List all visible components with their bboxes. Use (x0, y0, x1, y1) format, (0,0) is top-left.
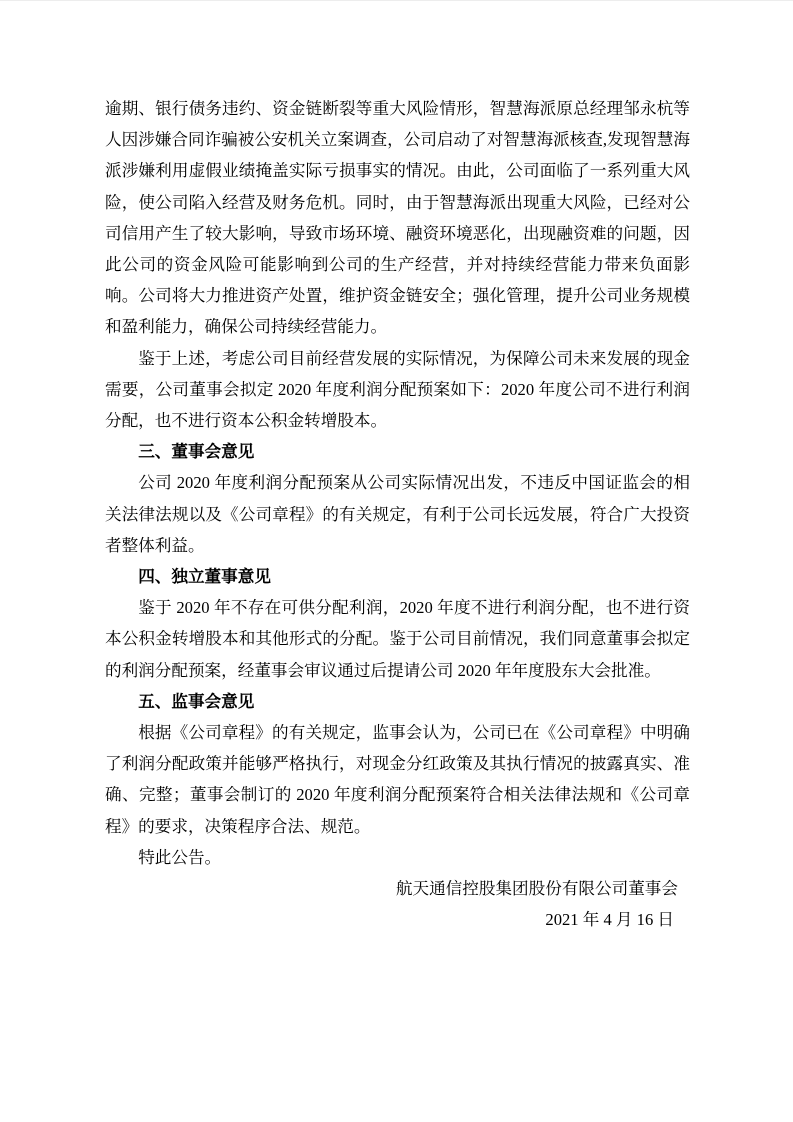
signature-company-name: 航天通信控股集团股份有限公司董事会 (395, 879, 678, 899)
heading-independent-directors-opinion: 四、独立董事意见 (138, 567, 271, 587)
signature-block (105, 873, 690, 935)
signature-date: 2021 年 4 月 16 日 (545, 910, 674, 930)
paragraph-board-opinion: 公司 2020 年度利润分配预案从公司实际情况出发，不违反中国证监会的相关法律法规以及《公司章程》的有关规定，有利于公司长远发展，符合广大投资者整体利益。 (105, 473, 690, 555)
document-content (105, 93, 690, 935)
heading-supervisory-board-opinion: 五、监事会意见 (138, 691, 255, 711)
paragraph-risk-overview: 逾期、银行债务违约、资金链断裂等重大风险情形，智慧海派原总经理邹永杭等人因涉嫌合同诈骗被公安机关立案调查，公司启动了对智慧海派核查,发现智慧海派涉嫌利用虚假业绩掩盖实际亏损事实的情况。由此，公司面临了一系列重大风险，使公司陷入经营及财务危机。同时，由于智慧海派出现重大风险，已经对公司信用产生了较大影响，导致市场环境、融资环境恶化，出现融资难的问题，因此公司的资金风险可能影响到公司的生产经营，并对持续经营能力带来负面影响。公司将大力推进资产处置，维护资金链安全；强化管理，提升公司业务规模和盈利能力，确保公司持续经营能力。 (105, 99, 690, 337)
paragraph-supervisory-board-opinion: 根据《公司章程》的有关规定，监事会认为，公司已在《公司章程》中明确了利润分配政策并能够严格执行，对现金分红政策及其执行情况的披露真实、准确、完整；董事会制订的 2020 年度利润分配预案符合相关法律法规和《公司章程》的要求，决策程序合法、规范。 (105, 723, 690, 836)
paragraph-profit-distribution-plan: 鉴于上述，考虑公司目前经营发展的实际情况，为保障公司未来发展的现金需要，公司董事会拟定 2020 年度利润分配预案如下：2020 年度公司不进行利润分配，也不进行资本公积金转增股本。 (105, 348, 690, 431)
paragraph-independent-directors-opinion: 鉴于 2020 年不存在可供分配利润，2020 年度不进行利润分配，也不进行资本公积金转增股本和其他形式的分配。鉴于公司目前情况，我们同意董事会拟定的利润分配预案，经董事会审议通过后提请公司 2020 年年度股东大会批准。 (105, 598, 690, 680)
paragraph-closing: 特此公告。 (138, 847, 222, 867)
heading-board-opinion: 三、董事会意见 (138, 442, 255, 462)
